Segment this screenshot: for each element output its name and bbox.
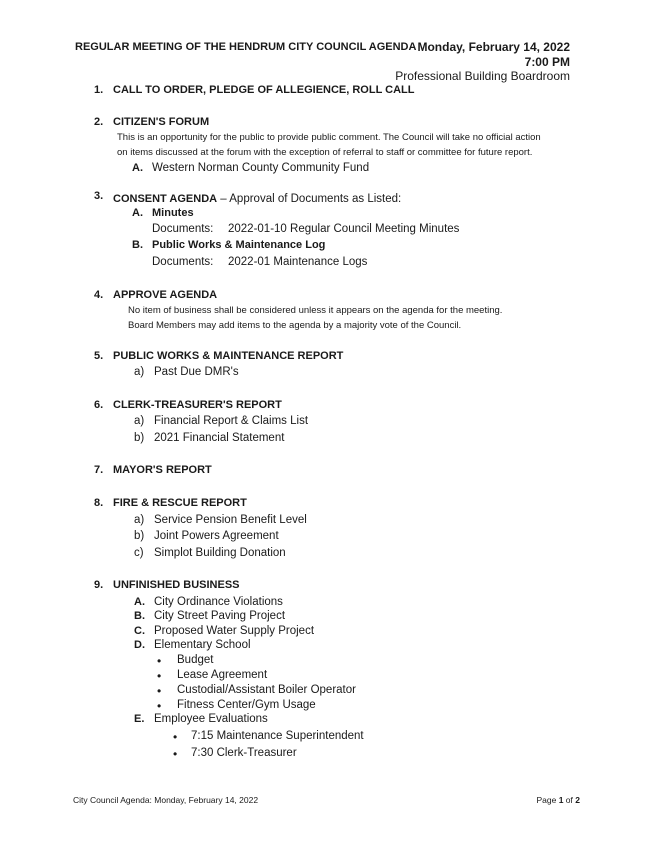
footer-label: City Council Agenda: Monday, February 14, 2022: [73, 795, 259, 805]
section-2-description-line-1: This is an opportunity for the public to provide public comment. The Council will take no official action: [117, 132, 541, 143]
section-6-item-b-text: 2021 Financial Statement: [154, 432, 285, 444]
section-3-item-b-doc-label: Documents:: [152, 256, 214, 268]
meeting-time: 7:00 PM: [524, 55, 570, 69]
section-9-item-a-text: City Ordinance Violations: [154, 596, 283, 608]
section-9-item-d-text: Elementary School: [154, 639, 251, 651]
section-3-subtitle: – Approval of Documents as Listed:: [217, 193, 402, 205]
section-8-number: 8.: [94, 497, 104, 509]
section-5-item-label: a): [134, 366, 145, 378]
section-3-item-b-text: Public Works & Maintenance Log: [152, 239, 326, 251]
section-9-item-c-label: C.: [134, 625, 145, 637]
section-4-description-line-2: Board Members may add items to the agenda by a majority vote of the Council.: [128, 320, 462, 331]
section-1-number: 1.: [94, 84, 104, 96]
section-8-item-c-label: c): [134, 547, 144, 559]
bullet-icon: •: [157, 669, 162, 683]
section-9-d-bullet-4: Fitness Center/Gym Usage: [177, 699, 316, 711]
bullet-icon: •: [157, 684, 162, 698]
section-7-title: MAYOR'S REPORT: [113, 464, 212, 476]
section-8-item-a-text: Service Pension Benefit Level: [154, 514, 307, 526]
section-6-item-b-label: b): [134, 432, 145, 444]
section-5-number: 5.: [94, 350, 104, 362]
section-4-title: APPROVE AGENDA: [113, 289, 218, 301]
meeting-date: Monday, February 14, 2022: [417, 40, 570, 54]
section-9-title: UNFINISHED BUSINESS: [113, 579, 240, 591]
section-8-item-c-text: Simplot Building Donation: [154, 547, 286, 559]
section-3-item-b-label: B.: [132, 239, 143, 251]
section-3-item-a-label: A.: [132, 207, 143, 219]
bullet-icon: •: [173, 747, 178, 761]
section-6-item-a-label: a): [134, 415, 145, 427]
section-9-e-bullet-2: 7:30 Clerk-Treasurer: [191, 747, 297, 759]
section-3-heading: [113, 189, 401, 207]
section-2-number: 2.: [94, 116, 104, 128]
meeting-location: Professional Building Boardroom: [395, 69, 570, 83]
section-6-title: CLERK-TREASURER'S REPORT: [113, 399, 282, 411]
section-9-item-e-label: E.: [134, 713, 145, 725]
section-9-item-b-label: B.: [134, 610, 145, 622]
page-word: Page: [536, 795, 557, 805]
section-3-item-a-doc-label: Documents:: [152, 223, 214, 235]
section-9-item-b-text: City Street Paving Project: [154, 610, 286, 622]
section-9-number: 9.: [94, 579, 104, 591]
section-2-title: CITIZEN'S FORUM: [113, 116, 210, 128]
section-3-item-a-text: Minutes: [152, 207, 194, 219]
section-9-e-bullet-1: 7:15 Maintenance Superintendent: [191, 730, 364, 742]
section-3-item-b-doc-value: 2022-01 Maintenance Logs: [228, 256, 368, 268]
section-9-item-e-text: Employee Evaluations: [154, 713, 268, 725]
section-2-item-a-text: Western Norman County Community Fund: [152, 162, 370, 174]
of-word: of: [565, 795, 573, 805]
section-4-number: 4.: [94, 289, 104, 301]
section-8-title: FIRE & RESCUE REPORT: [113, 497, 247, 509]
section-8-item-a-label: a): [134, 514, 145, 526]
section-9-d-bullet-3: Custodial/Assistant Boiler Operator: [177, 684, 356, 696]
section-9-item-c-text: Proposed Water Supply Project: [154, 625, 315, 637]
bullet-icon: •: [157, 654, 162, 668]
section-6-item-a-text: Financial Report & Claims List: [154, 415, 309, 427]
section-2-description-line-2: on items discussed at the forum with the exception of referral to staff or committee for future report.: [117, 147, 533, 158]
section-8-item-b-text: Joint Powers Agreement: [154, 530, 279, 542]
bullet-icon: •: [157, 699, 162, 713]
section-3-title: CONSENT AGENDA: [113, 193, 218, 205]
section-8-item-b-label: b): [134, 530, 145, 542]
section-9-item-a-label: A.: [134, 596, 145, 608]
agenda-title: REGULAR MEETING OF THE HENDRUM CITY COUNCIL AGENDA: [75, 41, 417, 53]
section-5-title: PUBLIC WORKS & MAINTENANCE REPORT: [113, 350, 344, 362]
section-5-item-text: Past Due DMR's: [154, 366, 239, 378]
section-3-number: 3.: [94, 190, 104, 202]
section-2-item-a-label: A.: [132, 162, 143, 174]
section-7-number: 7.: [94, 464, 104, 476]
page-number: 1: [558, 795, 564, 805]
page-total: 2: [575, 795, 580, 805]
section-9-d-bullet-1: Budget: [177, 654, 214, 666]
page-indicator: [536, 795, 580, 805]
section-3-item-a-doc-value: 2022-01-10 Regular Council Meeting Minutes: [228, 223, 460, 235]
bullet-icon: •: [173, 730, 178, 744]
section-4-description-line-1: No item of business shall be considered unless it appears on the agenda for the meeting.: [128, 305, 503, 316]
section-6-number: 6.: [94, 399, 104, 411]
section-1-title: CALL TO ORDER, PLEDGE OF ALLEGIENCE, ROLL CALL: [113, 84, 415, 96]
section-9-item-d-label: D.: [134, 639, 145, 651]
section-9-d-bullet-2: Lease Agreement: [177, 669, 268, 681]
